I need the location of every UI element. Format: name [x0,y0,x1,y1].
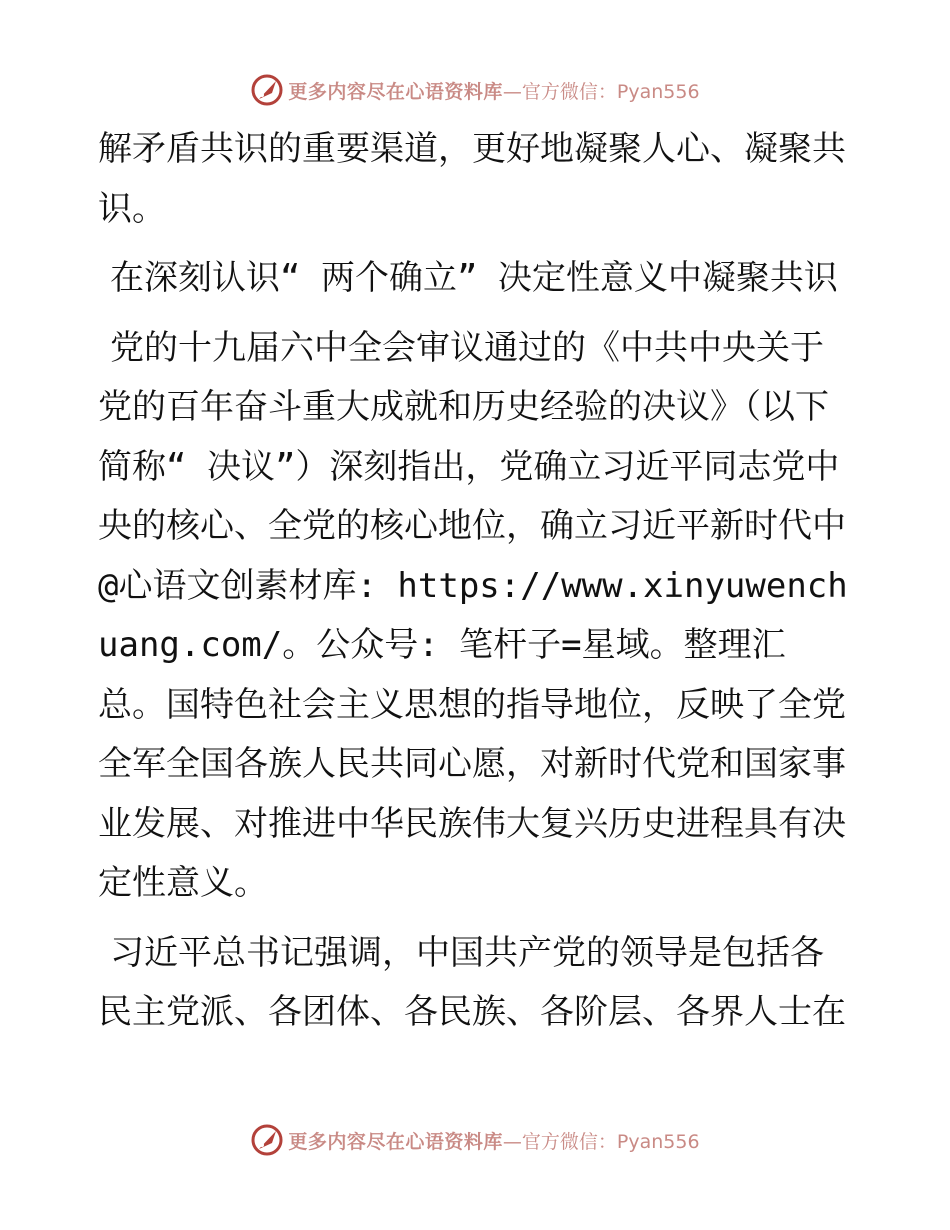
watermark-wechat: —官方微信：Pyan556 [502,80,700,103]
quill-logo-icon [250,1123,284,1157]
watermark-text: 更多内容尽在心语资料库 [288,80,503,103]
footer-watermark [0,1120,950,1160]
paragraph: 解矛盾共识的重要渠道，更好地凝聚人心、凝聚共识。 [98,129,846,229]
quill-logo-icon [250,73,284,107]
document-body [98,120,853,1053]
watermark-text: 更多内容尽在心语资料库 [288,1130,503,1153]
watermark-wechat: —官方微信：Pyan556 [502,1130,700,1153]
header-watermark [0,70,950,110]
paragraph: 习近平总书记强调，中国共产党的领导是包括各民主党派、各团体、各民族、各阶层、各界人士在 [98,932,846,1032]
paragraph: 党的十九届六中全会审议通过的《中共中央关于党的百年奋斗重大成就和历史经验的决议》（以下简称“ 决议”）深刻指出，党确立习近平同志党中央的核心、全党的核心地位，确立习近平新时代中@心语文创素材库: https://www.xinyuwenchuang.com/。公众号: 笔杆子=星域。整理汇总。国特色社会主义思想的指导地位，反映了全党全军全国各族人民共同心愿，对新时代党和国家事业发展、对推进中华民族伟大复兴历史进程具有决定性意义。 [98,327,848,903]
section-heading: 在深刻认识“ 两个确立” 决定性意义中凝聚共识 [110,258,838,298]
